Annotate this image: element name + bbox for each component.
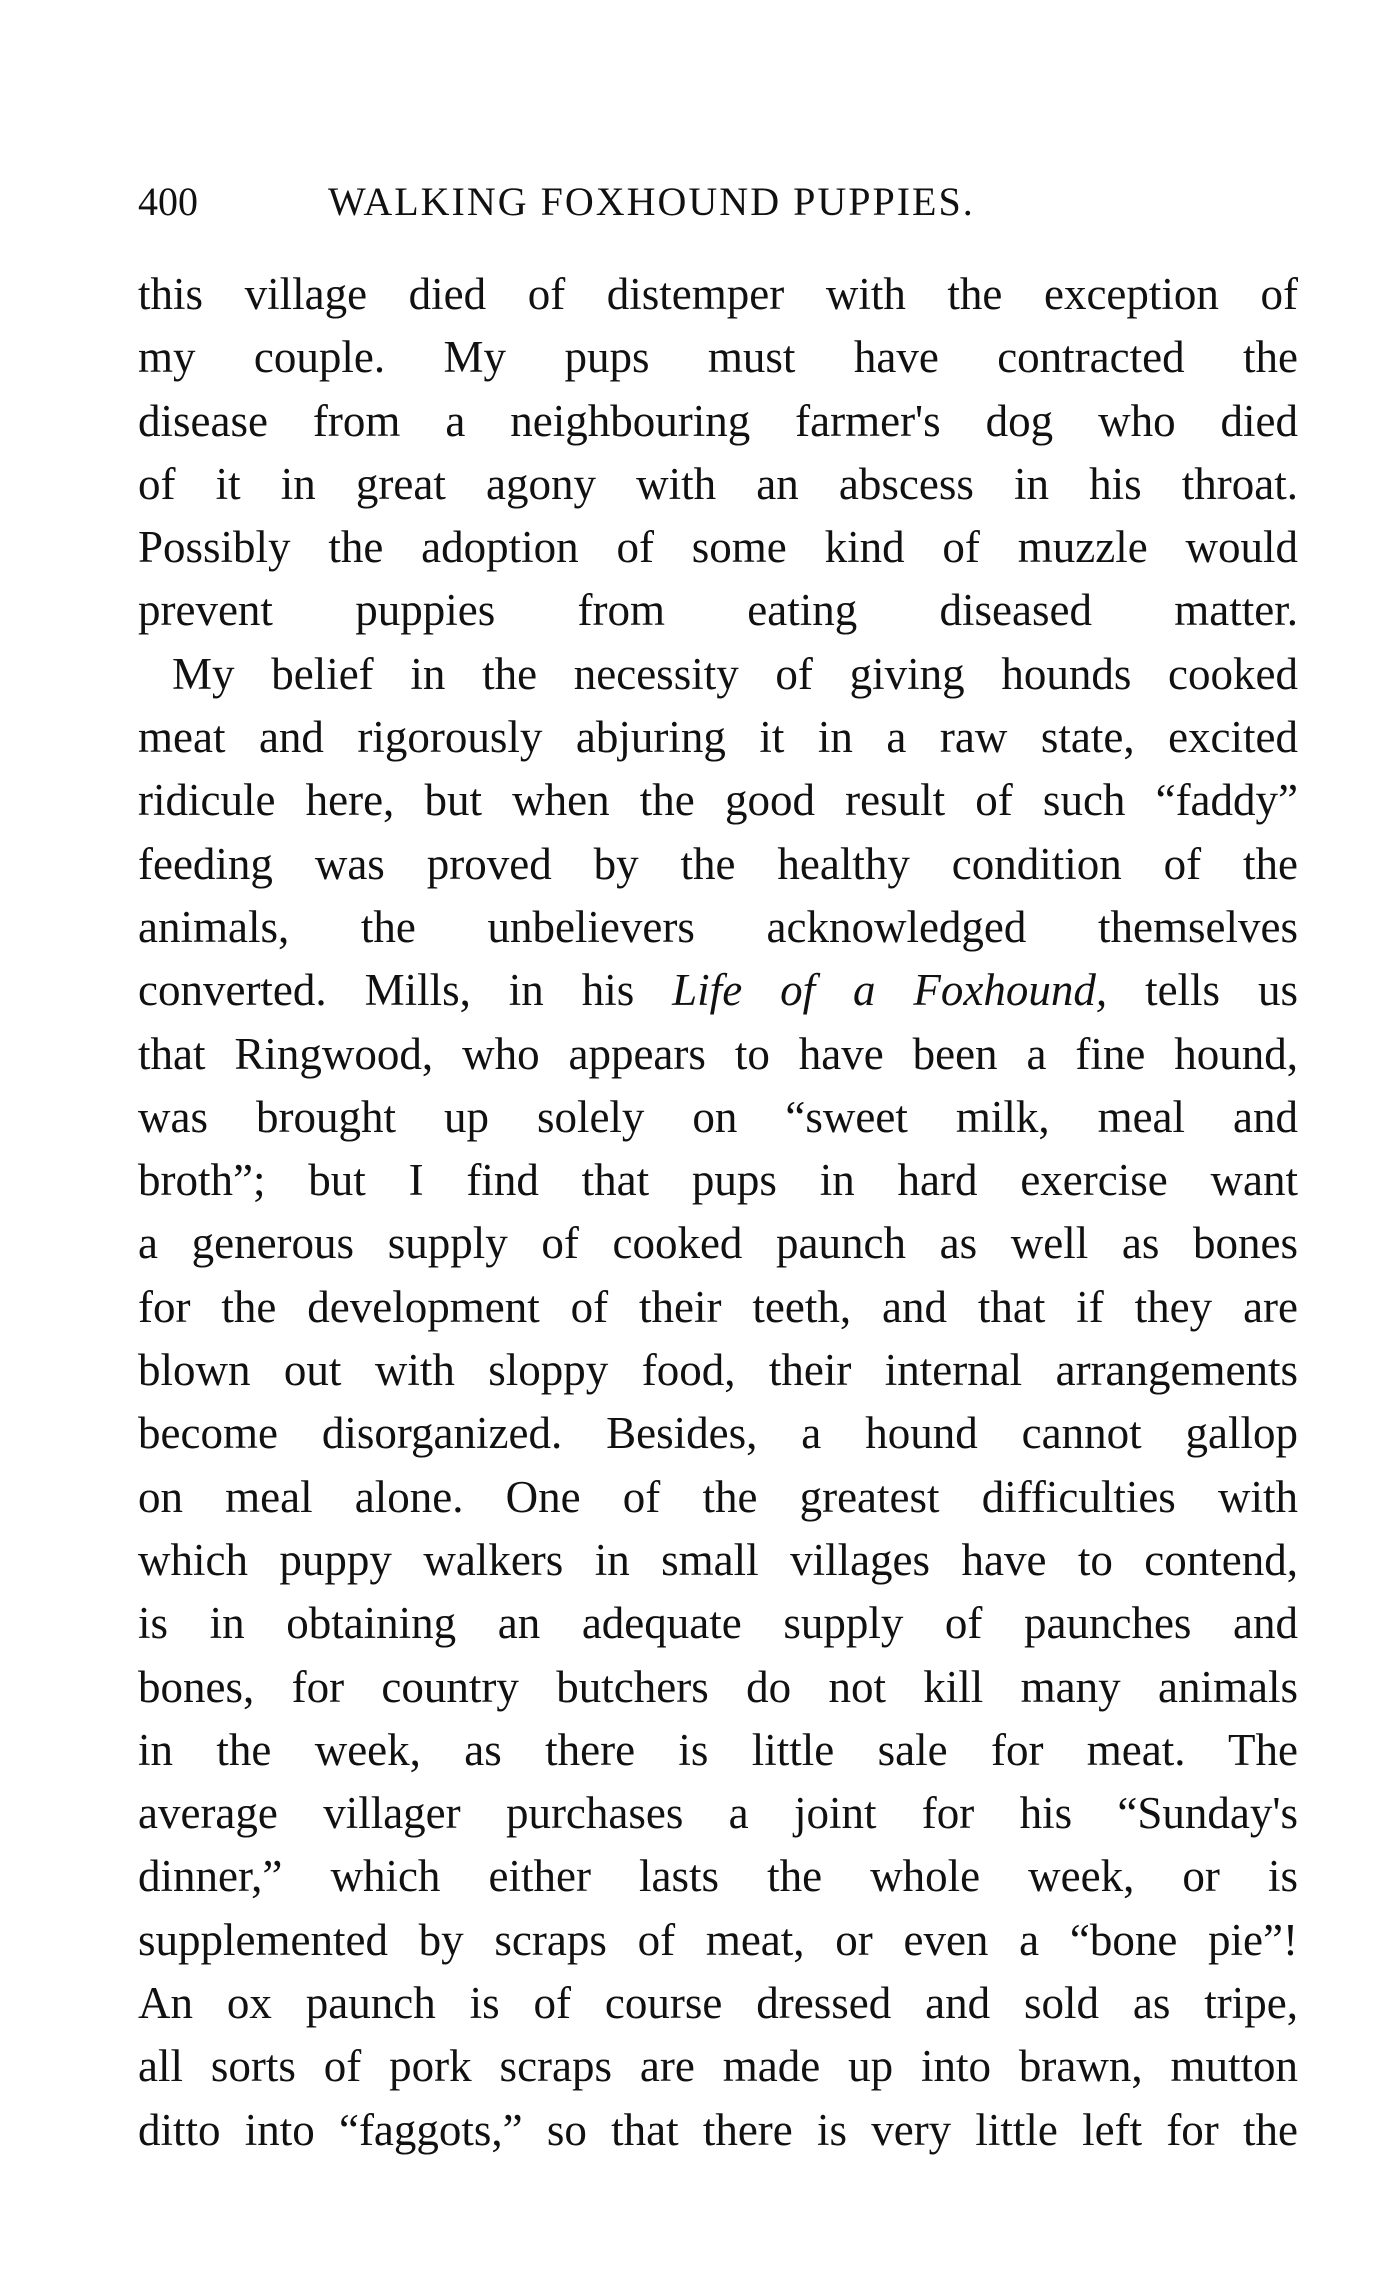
page-number: 400 [138, 179, 198, 224]
text-line: in the week, as there is little sale for meat. The [138, 1724, 1298, 1775]
text-line: broth”; but I find that pups in hard exercise want [138, 1155, 1298, 1206]
text-line: feeding was proved by the healthy condition of the [138, 838, 1298, 889]
text-line: a generous supply of cooked paunch as well as bones [138, 1218, 1298, 1269]
text-line: of it in great agony with an abscess in his throat. [138, 458, 1298, 509]
text-line: animals, the unbelievers acknowledged themselves [138, 901, 1298, 952]
text-line: ridicule here, but when the good result of such “faddy” [138, 775, 1298, 826]
text-segment: converted. Mills, in his [138, 965, 635, 1016]
book-title: Life of a Foxhound, [672, 965, 1108, 1016]
text-line: on meal alone. One of the greatest difficulties with [138, 1471, 1298, 1522]
running-title: WALKING FOXHOUND PUPPIES. [328, 179, 975, 224]
text-line: was brought up solely on “sweet milk, meal and [138, 1091, 1298, 1142]
text-line: become disorganized. Besides, a hound cannot gallop [138, 1408, 1298, 1459]
body-text [138, 263, 1298, 2162]
paragraph-start-line: My belief in the necessity of giving hounds cooked [172, 648, 1298, 699]
text-line: prevent puppies from eating diseased matter. [138, 585, 1298, 636]
text-line [138, 959, 1298, 1022]
text-line: for the development of their teeth, and that if they are [138, 1281, 1298, 1332]
text-line: is in obtaining an adequate supply of paunches and [138, 1598, 1298, 1649]
text-line: average villager purchases a joint for his “Sunday's [138, 1788, 1298, 1839]
text-line: disease from a neighbouring farmer's dog who died [138, 395, 1298, 446]
text-line: that Ringwood, who appears to have been a fine hound, [138, 1028, 1298, 1079]
text-line: my couple. My pups must have contracted the [138, 332, 1298, 383]
text-line: An ox paunch is of course dressed and sold as tripe, [138, 1978, 1298, 2029]
text-line: all sorts of pork scraps are made up into brawn, mutton [138, 2041, 1298, 2092]
text-line: ditto into “faggots,” so that there is very little left for the [138, 2104, 1298, 2155]
text-segment: tells us [1145, 965, 1298, 1016]
text-line: meat and rigorously abjuring it in a raw state, excited [138, 712, 1298, 763]
text-line: which puppy walkers in small villages have to contend, [138, 1534, 1298, 1585]
paragraph-start-line: this village died of distemper with the exception of [138, 269, 1298, 319]
text-line: Possibly the adoption of some kind of muzzle would [138, 522, 1298, 573]
text-line: supplemented by scraps of meat, or even a “bone pie”! [138, 1914, 1298, 1965]
text-line: dinner,” which either lasts the whole week, or is [138, 1851, 1298, 1902]
text-line: bones, for country butchers do not kill many animals [138, 1661, 1298, 1712]
text-line: blown out with sloppy food, their internal arrangements [138, 1345, 1298, 1396]
